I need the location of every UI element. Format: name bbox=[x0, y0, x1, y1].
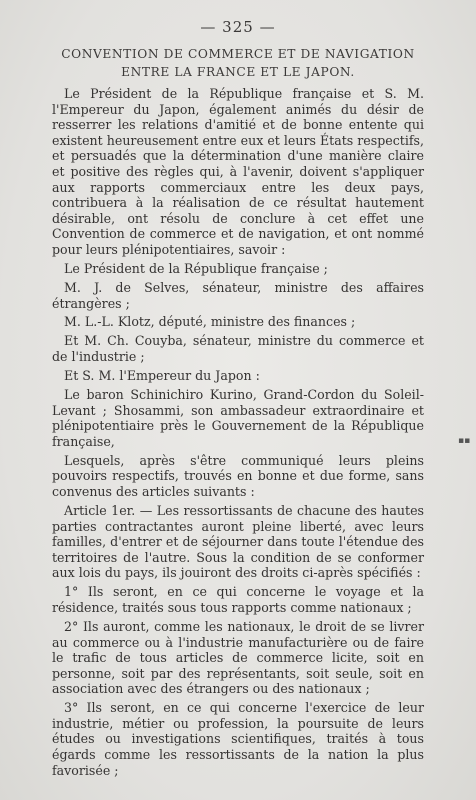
document-body bbox=[52, 86, 424, 782]
margin-mark: ▪▪ bbox=[458, 436, 471, 446]
paragraph-item-2: 2° Ils auront, comme les nationaux, le droit de se livrer au commerce ou à l'industrie manufacturière ou de faire le trafic de tous articles de commerce licite, soit en personne, soit par des représentants, soit seule, soit en association avec des étrangers ou des nationaux ; bbox=[52, 618, 424, 697]
paragraph-article-1: Article 1er. — Les ressortissants de chacune des hautes parties contractantes auront pleine liberté, avec leurs familles, d'entrer et de séjourner dans toute l'étendue des territoires de l'autre. Sous la condition de se conformer aux lois du pays, ils jouiront des droits ci-après spécifiés : bbox=[52, 502, 424, 581]
paragraph-klotz: M. L.-L. Klotz, député, ministre des finances ; bbox=[64, 314, 356, 330]
paragraph-kurino: Le baron Schinichiro Kurino, Grand-Cordon du Soleil-Levant ; Shosammi, son ambassadeur extraordinaire et plénipotentiaire près le Gouvernement de la République française, bbox=[52, 387, 424, 449]
paragraph-item-3: 3° Ils seront, en ce qui concerne l'exercice de leur industrie, métier ou profession, la poursuite de leurs études ou investigations scientifiques, traités à tous égards comme les ressortissants de la nation la plus favorisée ; bbox=[52, 700, 424, 778]
document-title-line-2: ENTRE LA FRANCE ET LE JAPON. bbox=[121, 65, 355, 79]
paragraph-lesquels: Lesquels, après s'être communiqué leurs pleins pouvoirs respectifs, trouvés en bonne et due forme, sans convenus des articles suivants : bbox=[52, 452, 424, 499]
paragraph-preamble: Le Président de la République française et S. M. l'Empereur du Japon, également animés du désir de resserrer les relations d'amitié et de bonne entente qui existent heureusement entre eux et leurs États respectifs, et persuadés que la détermination d'une manière claire et positive des règles qui, à l'avenir, doivent s'appliquer aux rapports commerciaux entre les deux pays, contribuera à la réalisation de ce résultat hautement désirable, ont résolu de conclure à cet effet une Convention de commerce et de navigation, et ont nommé pour leurs plénipotentiaires, savoir : bbox=[52, 86, 424, 257]
paragraph-selves: M. J. de Selves, sénateur, ministre des affaires étrangères ; bbox=[52, 279, 424, 311]
paragraph-couyba: Et M. Ch. Couyba, sénateur, ministre du commerce et de l'industrie ; bbox=[52, 333, 424, 365]
paragraph-president: Le Président de la République française ; bbox=[64, 260, 328, 276]
paragraph-emperor: Et S. M. l'Empereur du Japon : bbox=[64, 368, 260, 384]
paragraph-item-1: 1° Ils seront, en ce qui concerne le voyage et la résidence, traités sous tous rapports comme nationaux ; bbox=[52, 584, 424, 615]
document-title-line-1: CONVENTION DE COMMERCE ET DE NAVIGATION bbox=[61, 47, 415, 61]
page-number: — 325 — bbox=[200, 18, 276, 36]
